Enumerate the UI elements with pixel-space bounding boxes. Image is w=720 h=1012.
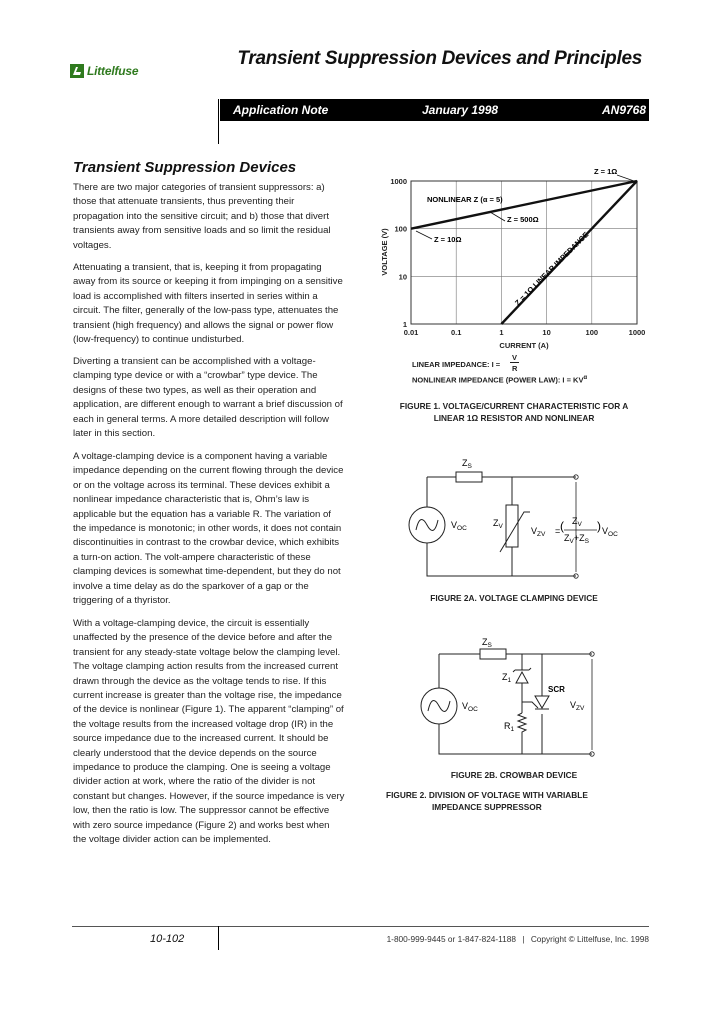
header-vertical-rule <box>218 99 219 144</box>
x-axis-label: CURRENT (A) <box>499 341 549 350</box>
annotation-z-10ohm-leader <box>416 231 432 239</box>
fig2b-voc-label: $V_{OC}$ <box>462 701 478 713</box>
figure-1-caption: FIGURE 1. VOLTAGE/CURRENT CHARACTERISTIC FOR A LINEAR 1Ω RESISTOR AND NONLINEAR <box>399 401 629 423</box>
brand-logo <box>70 64 138 78</box>
app-note-label: Application Note <box>233 103 329 117</box>
equation-fraction-bar <box>510 362 519 363</box>
equation-nonlinear: NONLINEAR IMPEDANCE (POWER LAW): $I = KV^\alpha$ <box>412 375 588 385</box>
page-number: 10-102 <box>150 933 185 945</box>
annotation-z-500ohm-leader <box>490 212 505 221</box>
varistor-slash <box>500 512 530 552</box>
footer-contact <box>300 934 649 944</box>
paragraph-3: Diverting a transient can be accomplished with a voltage-clamping type device or with a “crowbar” type device. The designs of these two types, as well as their operation and application, are different enough to warrant a brief discussion of each in general terms. A more detailed description will follow later in this section. <box>73 356 343 440</box>
footer-rule <box>72 926 649 927</box>
littelfuse-logo-icon <box>70 64 84 78</box>
scr-gate-wire <box>522 702 538 708</box>
document-number: AN9768 <box>602 103 647 117</box>
y-tick-label: 1000 <box>390 177 407 186</box>
fig2a-zs-label: $Z_S$ <box>462 458 472 470</box>
fig2a-zv-label: $Z_V$ <box>493 518 503 530</box>
header-bar <box>220 99 649 121</box>
x-tick-label: 0.01 <box>403 328 419 337</box>
paragraph-1: There are two major categories of transient suppressors: a) those that attenuate transients, thus preventing their propagation into the sensitive circuit; and b) those that divert transients away from sensitive loads and so limit the residual voltages. <box>73 182 331 251</box>
paragraph-5: With a voltage-clamping device, the circuit is essentially unaffected by the presence of the device before and after the transient for any steady-state voltage below the clamping level. The voltage clamping action results from the increased current drawn through the device as the voltage tends to rise. If this current increase is greater than the voltage rise, the impedance of the device is nonlinear (Figure 1). The apparent “clamping” of the voltage results from the increased voltage drop (IR) in the source impedance due to the increased current. It should be clearly understood that the device depends on the source impedance to produce the clamping. One is seeing a voltage divider action at work, where the ratio of the divider is not constant but changes. However, if the source impedance is very low, then the ratio is low. The suppressor cannot be effective with zero source impedance (Figure 2) and works best when the voltage divider action can be implemented. <box>73 618 345 846</box>
figure-2a-circuit <box>400 452 650 582</box>
annotation-nonlinear: NONLINEAR Z (α = 5) <box>427 195 503 204</box>
footer-vertical-rule <box>218 926 219 950</box>
fig2a-voc-label: $V_{OC}$ <box>451 520 467 532</box>
fig2a-eq-voc: $V_{OC}$ <box>602 526 618 538</box>
zener-diode-icon <box>513 668 531 683</box>
sine-wave-icon <box>416 520 438 531</box>
x-tick-label: 0.1 <box>450 328 462 337</box>
paragraph-4: A voltage-clamping device is a component having a variable impedance depending on the current flowing through the device or on the voltage across its terminal. These devices exhibit a nonlinear impedance characteristic that is, Ohm’s law is applicable but the equation has a variable R. The variation of the impedance is monotonic; in other words, it does not contain discontinuities in contrast to the crowbar device, which exhibits a turn-on action. The volt-ampere characteristic of these clamping devices is somewhat time-dependent, but they do not involve a time delay as do the sparkover of a gap or the triggering of a thyristor. <box>73 451 344 607</box>
fig2b-zs-label: $Z_S$ <box>482 637 492 649</box>
fig2b-r1-label: $R_1$ <box>504 721 515 733</box>
y-axis-label: VOLTAGE (V) <box>380 228 389 276</box>
equation-linear-label: LINEAR IMPEDANCE: I = <box>412 360 501 369</box>
fig2b-vzv-label: $V_{ZV}$ <box>570 700 585 712</box>
footer-copyright: Copyright © Littelfuse, Inc. 1998 <box>530 934 649 944</box>
annotation-z-10ohm: Z = 10Ω <box>434 235 462 244</box>
x-tick-label: 100 <box>585 328 599 337</box>
y-tick-label: 100 <box>394 224 407 234</box>
x-tick-label: 1000 <box>628 328 646 337</box>
figure-2b-circuit <box>420 636 620 760</box>
fig2a-equals: = <box>555 526 561 536</box>
equation-linear-denominator: R <box>512 364 518 373</box>
x-tick-label: 1 <box>499 328 504 337</box>
section-heading: Transient Suppression Devices <box>73 159 297 176</box>
figure-2b-caption: FIGURE 2B. CROWBAR DEVICE <box>450 770 578 780</box>
footer-phone: 1-800-999-9445 or 1-847-824-1188 <box>386 934 517 944</box>
varistor-icon <box>506 505 518 547</box>
y-tick-label: 10 <box>398 272 407 282</box>
r1-resistor-icon <box>518 713 526 736</box>
fig2b-zs-resistor <box>480 649 506 659</box>
document-date: January 1998 <box>422 103 499 117</box>
y-tick-label: 1 <box>402 320 407 329</box>
zs-resistor <box>456 472 482 482</box>
fig2b-scr-label: SCR <box>548 685 565 694</box>
paragraph-2: Attenuating a transient, that is, keeping it from propagating away from its source or keeping it from impinging on a sensitive load is accomplished with filters inserted in series within a circuit. The filter, generally of the low-pass type, attenuates the transient (high frequency) and allows the signal or power flow (low-frequency) to continue undisturbed. <box>73 262 343 346</box>
footer-separator: | <box>522 934 525 944</box>
fig2a-eq-denominator: $Z_V+Z_S$ <box>564 533 589 545</box>
x-tick-label: 10 <box>542 328 551 337</box>
annotation-z-500ohm: Z = 500Ω <box>507 215 539 224</box>
equation-linear-numerator: V <box>512 353 518 362</box>
fig2a-vzv-label: $V_{ZV}$ <box>531 526 546 538</box>
annotation-z-1ohm-leader <box>617 175 634 181</box>
fig2a-eq-numerator: $Z_V$ <box>572 516 582 528</box>
fig2b-sine-wave-icon <box>428 701 450 712</box>
figure-2-caption: FIGURE 2. DIVISION OF VOLTAGE WITH VARIABLE IMPEDANCE SUPPRESSOR <box>386 790 588 812</box>
fig2a-paren-left: ( <box>560 519 564 533</box>
annotation-z-1ohm: Z = 1Ω <box>594 167 618 176</box>
fig2b-z1-label: $Z_1$ <box>502 672 512 684</box>
brand-name: Littelfuse <box>87 64 139 78</box>
annotation-linear-impedance: Z = 1Ω LINEAR IMPEDANCE <box>513 230 591 308</box>
fig2a-paren-right: ) <box>597 519 601 533</box>
document-title: Transient Suppression Devices and Principles <box>237 48 642 69</box>
figure-2a-caption: FIGURE 2A. VOLTAGE CLAMPING DEVICE <box>430 593 598 603</box>
